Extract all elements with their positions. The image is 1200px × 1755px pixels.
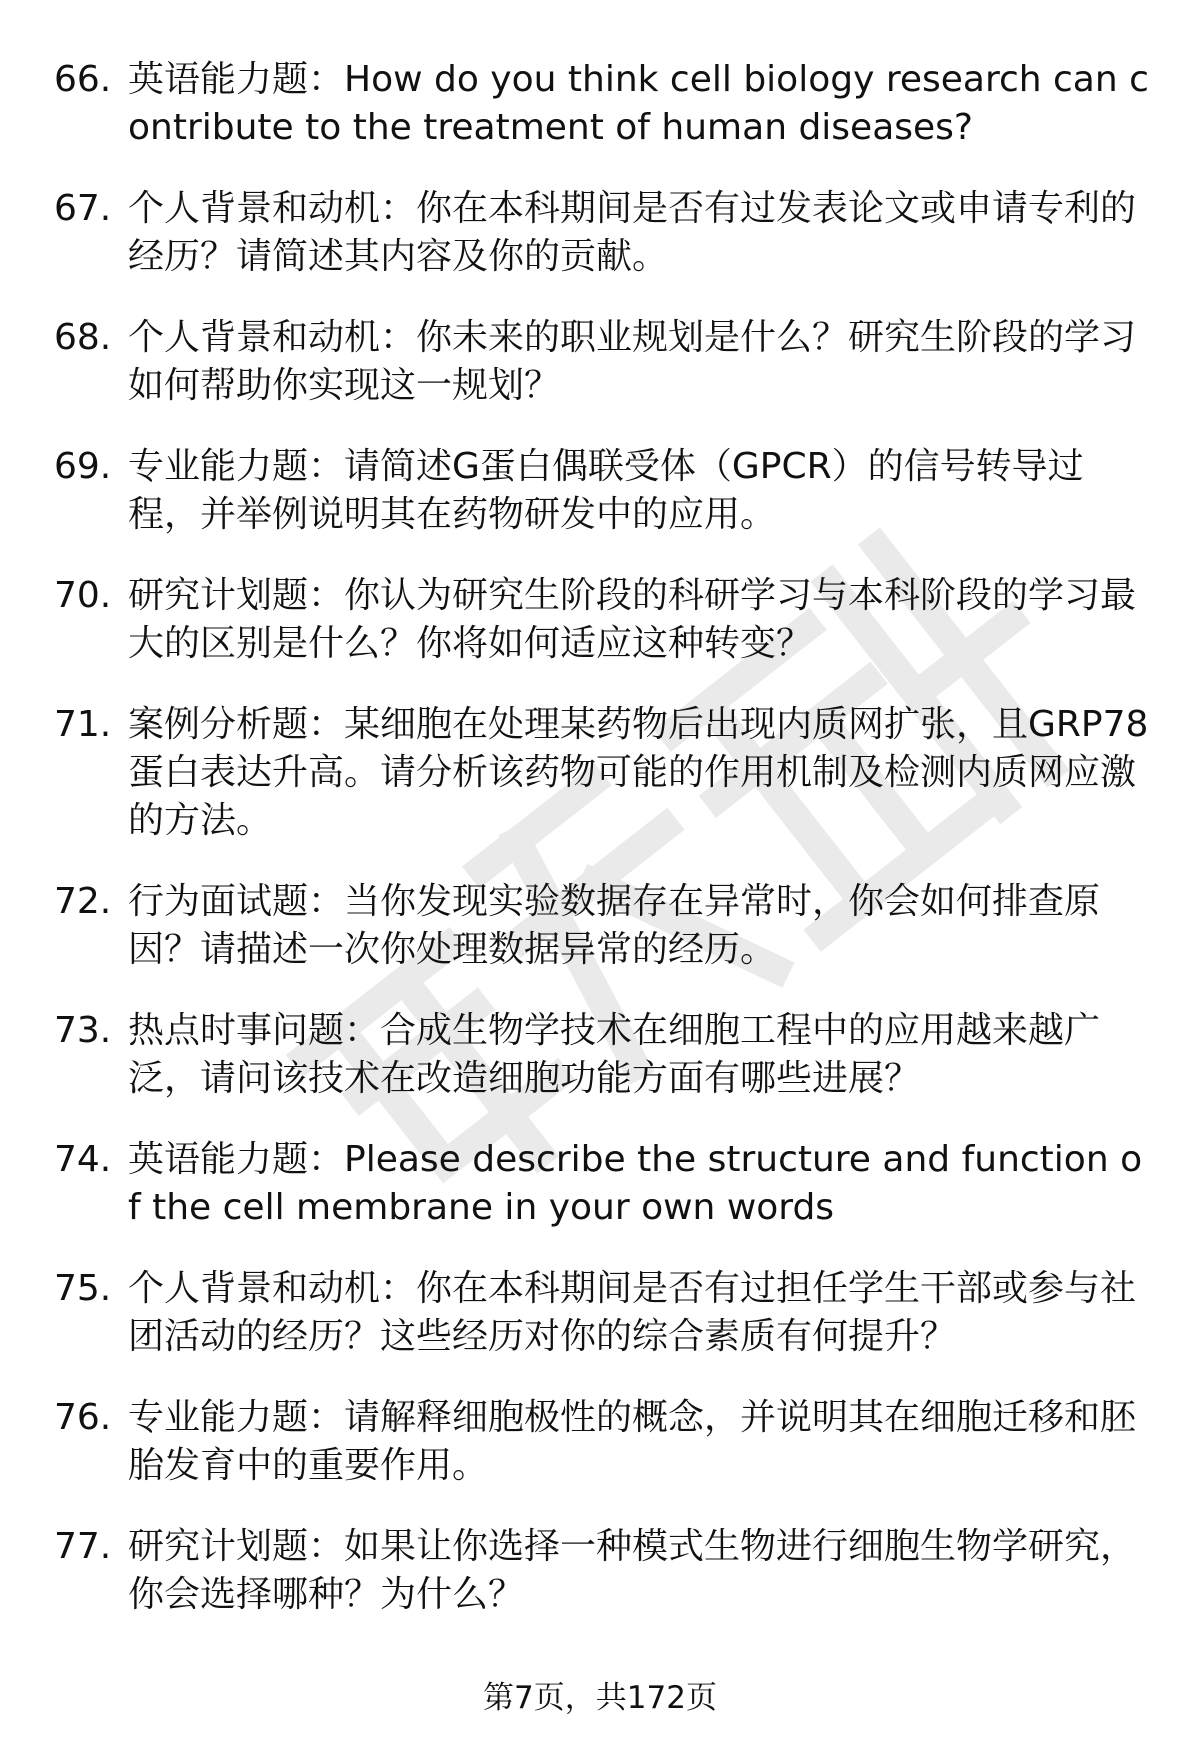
question-item-71 [54, 701, 1154, 845]
question-text: 个人背景和动机：你在本科期间是否有过担任学生干部或参与社团活动的经历？这些经历对你的综合素质有何提升？ [128, 1268, 1137, 1357]
question-text: 英语能力题：How do you think cell biology research can contribute to the treatment of human diseases? [128, 59, 1149, 148]
question-number: 76. [54, 1397, 112, 1438]
question-item-75 [54, 1265, 1154, 1361]
page-number-label: 第7页，共172页 [483, 1680, 717, 1716]
question-text: 热点时事问题：合成生物学技术在细胞工程中的应用越来越广泛，请问该技术在改造细胞功能方面有哪些进展？ [128, 1010, 1101, 1099]
question-text: 研究计划题：你认为研究生阶段的科研学习与本科阶段的学习最大的区别是什么？你将如何适应这种转变？ [128, 575, 1137, 664]
question-text: 专业能力题：请简述G蛋白偶联受体（GPCR）的信号转导过程，并举例说明其在药物研发中的应用。 [128, 446, 1084, 535]
page-footer [0, 1678, 1200, 1718]
question-item-77 [54, 1523, 1154, 1619]
question-text: 案例分析题：某细胞在处理某药物后出现内质网扩张，且GRP78蛋白表达升高。请分析该药物可能的作用机制及检测内质网应激的方法。 [128, 704, 1149, 841]
question-number: 75. [54, 1268, 112, 1309]
question-number: 74. [54, 1139, 112, 1180]
question-item-74 [54, 1136, 1154, 1232]
question-text: 研究计划题：如果让你选择一种模式生物进行细胞生物学研究，你会选择哪种？为什么？ [128, 1526, 1137, 1615]
question-text: 英语能力题：Please describe the structure and function of the cell membrane in your own words [128, 1139, 1143, 1228]
question-item-73 [54, 1007, 1154, 1103]
question-text: 个人背景和动机：你在本科期间是否有过发表论文或申请专利的经历？请简述其内容及你的贡献。 [128, 188, 1137, 277]
question-item-70 [54, 572, 1154, 668]
question-number: 66. [54, 59, 112, 100]
question-text: 行为面试题：当你发现实验数据存在异常时，你会如何排查原因？请描述一次你处理数据异常的经历。 [128, 881, 1101, 970]
question-item-72 [54, 878, 1154, 974]
question-item-69 [54, 443, 1154, 539]
question-number: 69. [54, 446, 112, 487]
question-item-67 [54, 185, 1154, 281]
question-number: 70. [54, 575, 112, 616]
question-list [54, 56, 1154, 1652]
question-item-66 [54, 56, 1154, 152]
question-item-76 [54, 1394, 1154, 1490]
question-text: 个人背景和动机：你未来的职业规划是什么？研究生阶段的学习如何帮助你实现这一规划？ [128, 317, 1137, 406]
question-number: 68. [54, 317, 112, 358]
question-number: 73. [54, 1010, 112, 1051]
question-text: 专业能力题：请解释细胞极性的概念，并说明其在细胞迁移和胚胎发育中的重要作用。 [128, 1397, 1137, 1486]
question-number: 67. [54, 188, 112, 229]
question-number: 71. [54, 704, 112, 745]
question-item-68 [54, 314, 1154, 410]
question-number: 72. [54, 881, 112, 922]
question-number: 77. [54, 1526, 112, 1567]
